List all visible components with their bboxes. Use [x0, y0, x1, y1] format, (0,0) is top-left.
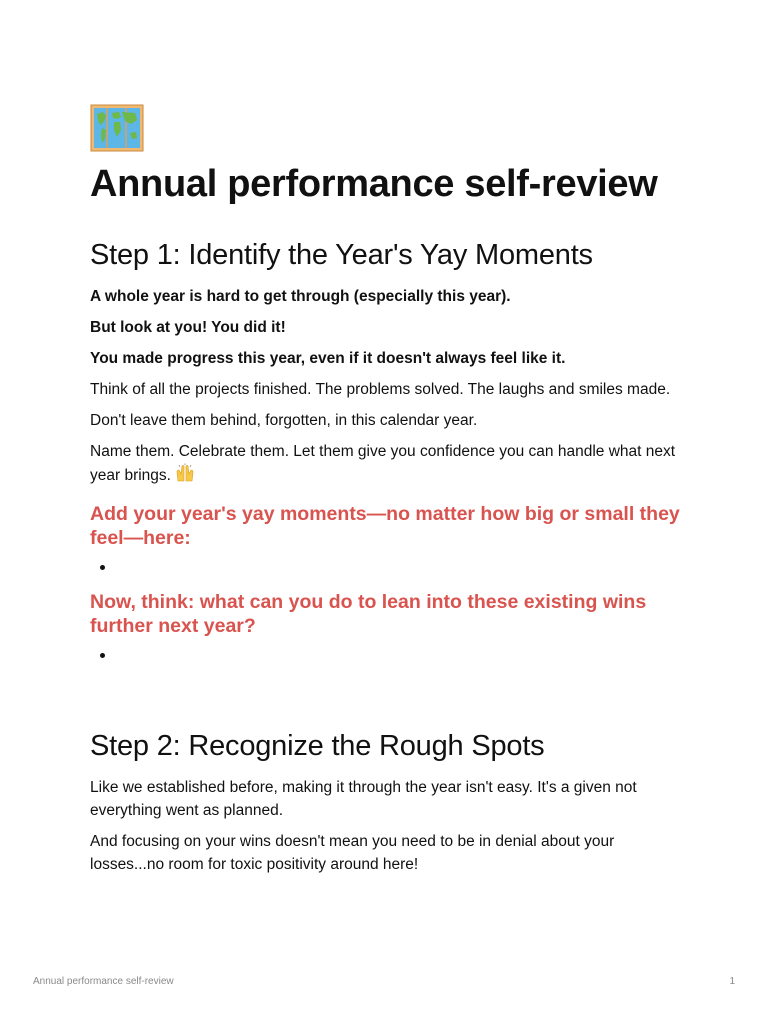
step1-bold-line: You made progress this year, even if it doesn't always feel like it.: [90, 350, 566, 367]
bullet-icon: [100, 565, 105, 570]
step1-prompt-yay-moments: Add your year's yay moments—no matter how big or small they feel—here:: [90, 503, 680, 549]
yay-moments-list[interactable]: [90, 556, 680, 578]
step1-bold-line: But look at you! You did it!: [90, 319, 286, 336]
footer-title: Annual performance self-review: [33, 976, 174, 987]
list-item[interactable]: [100, 644, 680, 666]
page-footer: [33, 976, 735, 987]
step1-prompt-lean-in: Now, think: what can you do to lean into these existing wins further next year?: [90, 591, 647, 637]
step1-bold-line: A whole year is hard to get through (especially this year).: [90, 288, 511, 305]
world-map-icon: [90, 103, 144, 153]
bullet-icon: [100, 653, 105, 658]
raising-hands-icon: [175, 463, 195, 490]
step1-paragraph: [90, 440, 680, 490]
step2-heading: Step 2: Recognize the Rough Spots: [90, 730, 545, 762]
page-number: 1: [729, 976, 735, 987]
page-title: Annual performance self-review: [90, 163, 658, 205]
step1-heading: Step 1: Identify the Year's Yay Moments: [90, 239, 593, 271]
list-item[interactable]: [100, 556, 680, 578]
step1-paragraph: Don't leave them behind, forgotten, in this calendar year.: [90, 412, 478, 429]
step2-paragraph: Like we established before, making it through the year isn't easy. It's a given not everything went as planned.: [90, 779, 637, 819]
step2-paragraph: And focusing on your wins doesn't mean you need to be in denial about your losses...no room for toxic positivity around here!: [90, 833, 615, 873]
step1-paragraph-text: Name them. Celebrate them. Let them give you confidence you can handle what next year brings.: [90, 443, 676, 484]
document-page: [90, 103, 680, 884]
lean-in-list[interactable]: [90, 644, 680, 666]
step1-paragraph: Think of all the projects finished. The problems solved. The laughs and smiles made.: [90, 381, 671, 398]
